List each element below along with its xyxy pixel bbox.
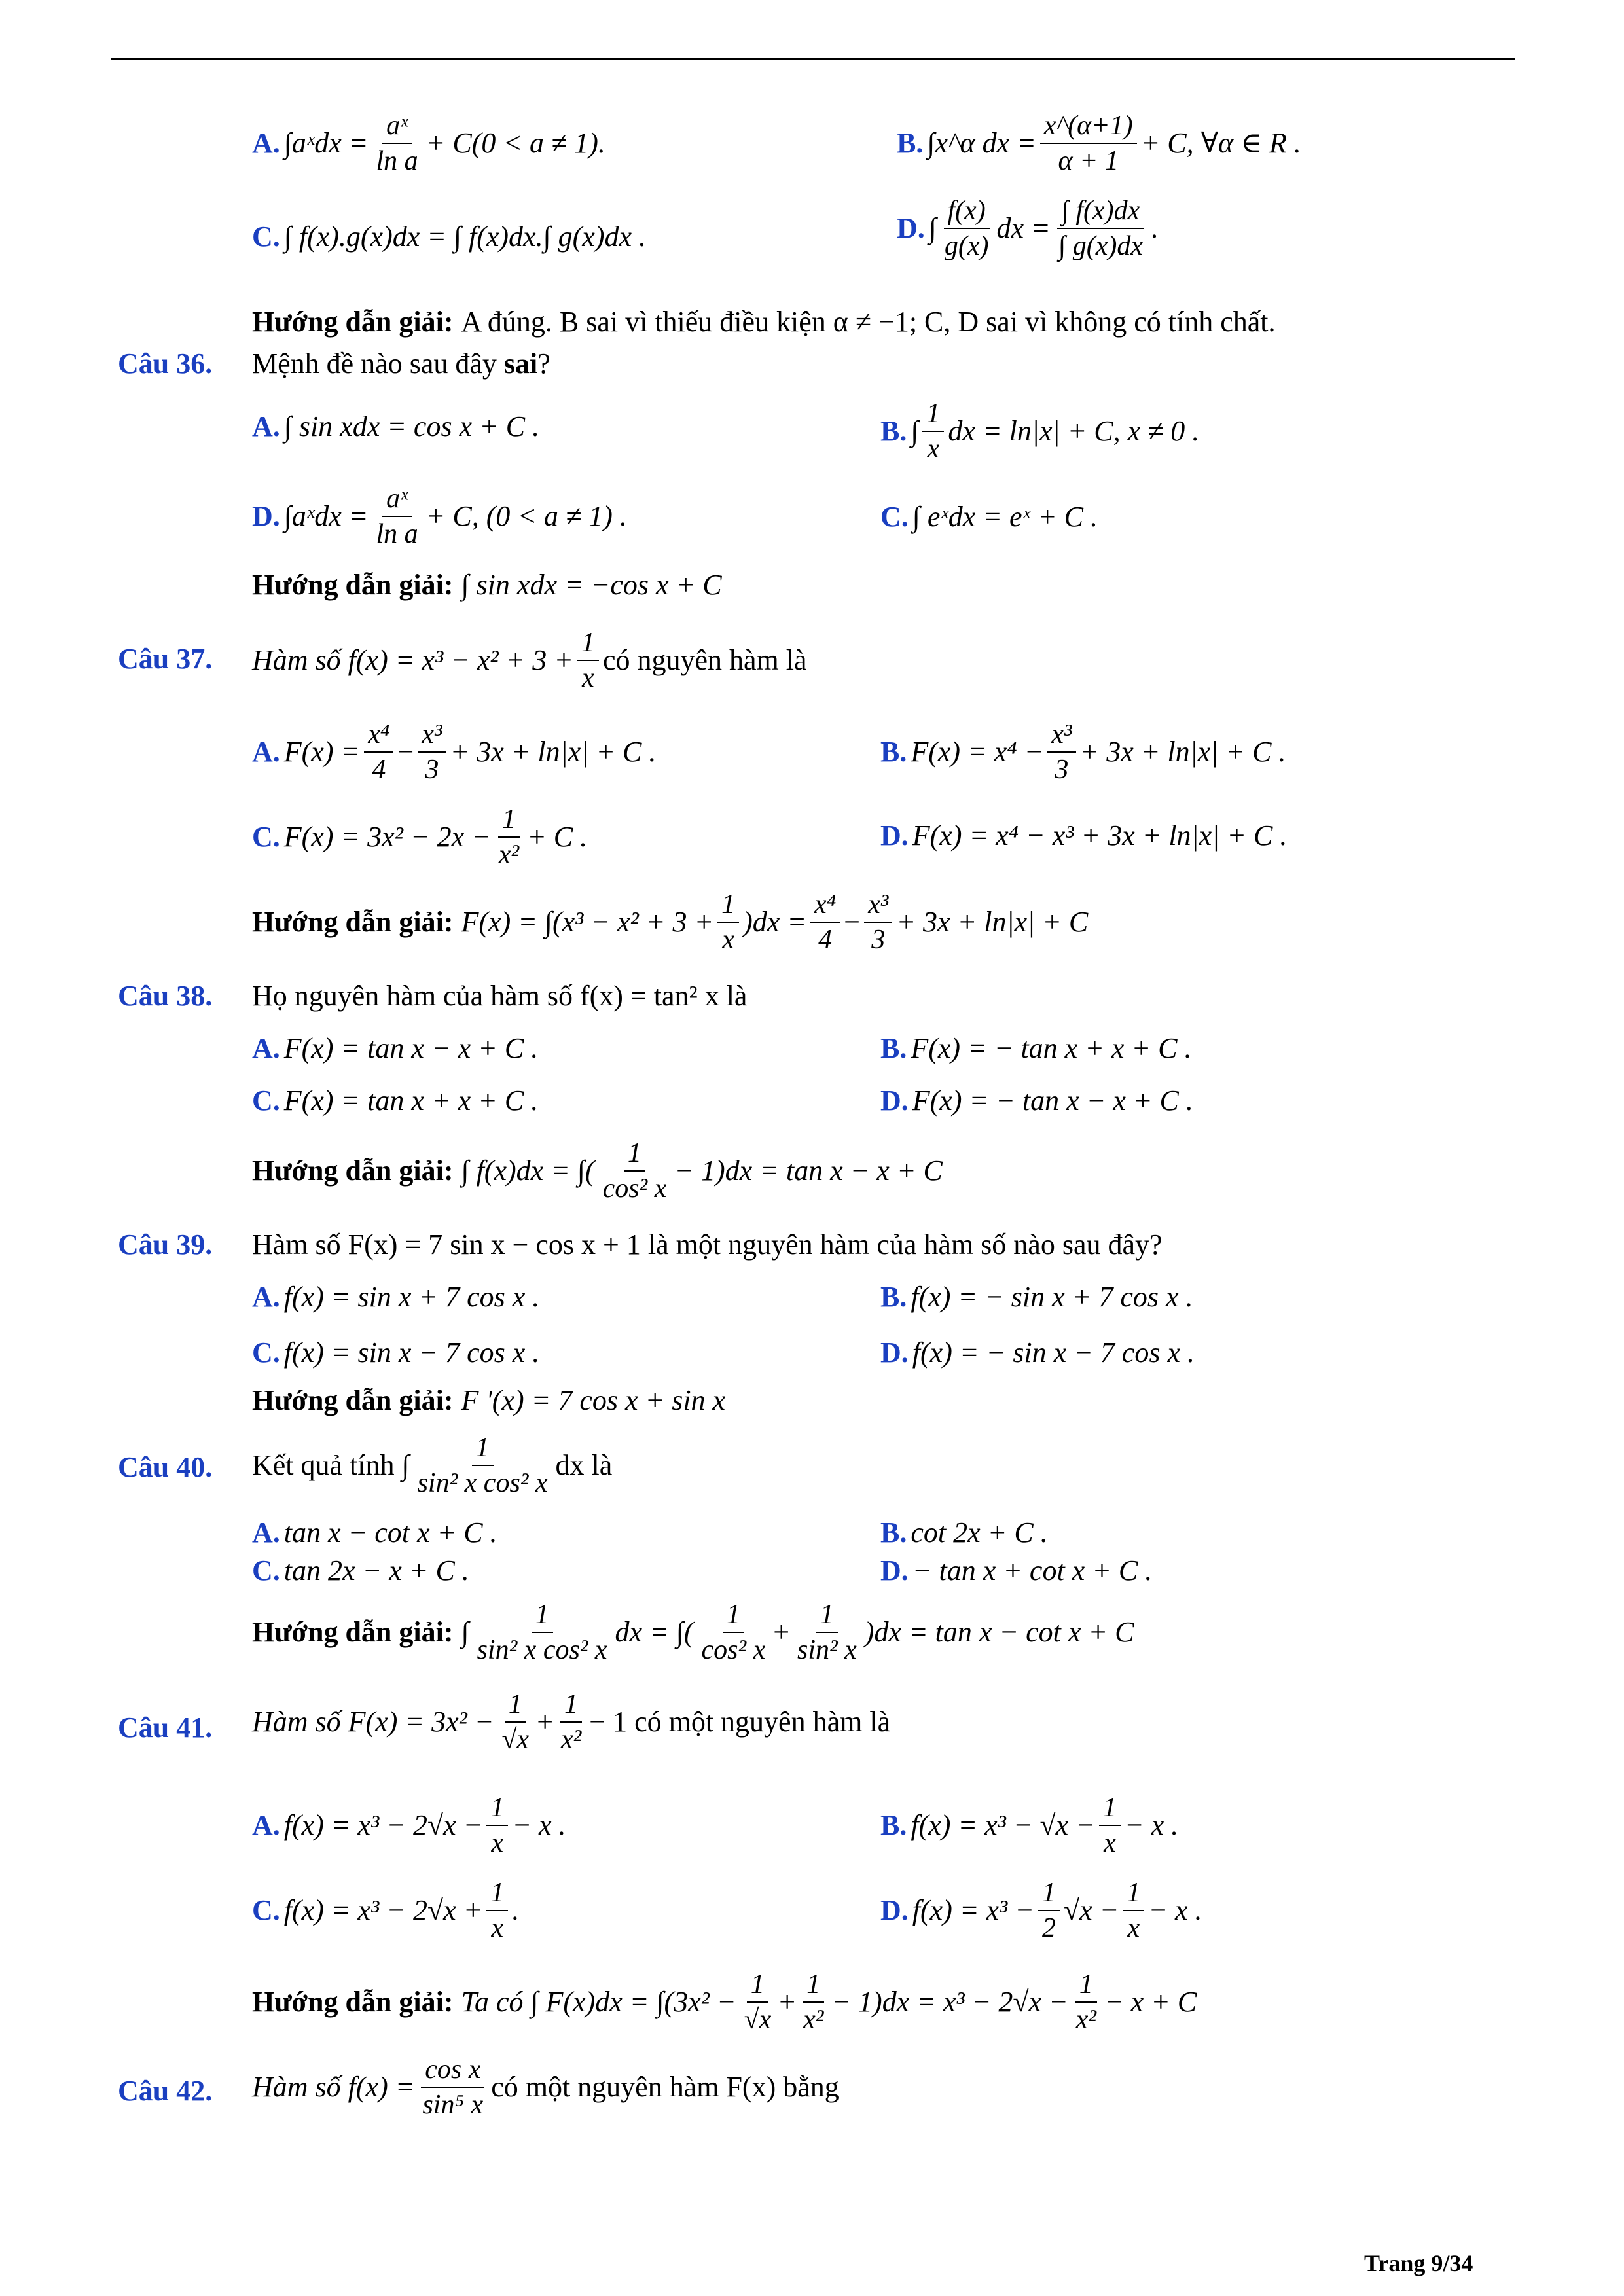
formula-text: tan x − cot x + C . — [283, 1516, 497, 1549]
denominator: 4 — [372, 755, 386, 785]
fraction — [864, 890, 892, 954]
hint-heading: Hướng dẫn giải: — [252, 569, 454, 601]
fraction — [1040, 111, 1137, 175]
q40-option-a — [252, 1518, 497, 1547]
fraction — [486, 1793, 508, 1857]
denominator: x — [491, 1828, 504, 1859]
denominator: sin² x cos² x — [477, 1635, 607, 1666]
q36-option-c — [880, 503, 1098, 531]
fraction — [1038, 1878, 1060, 1943]
formula-text: ∫ — [461, 1616, 469, 1649]
formula-text: + C, (0 < a ≠ 1) . — [425, 500, 627, 533]
formula-text: + C, ∀α ∈ R . — [1140, 127, 1301, 160]
question-number: Câu 40. — [118, 1451, 213, 1483]
denominator: x — [1127, 1913, 1140, 1944]
formula-text: f(x) = − sin x + 7 cos x . — [911, 1281, 1193, 1313]
option-label: A. — [252, 1809, 280, 1842]
formula-text: ∫ — [911, 415, 919, 448]
q37-option-a: A. F(x) = $\frac{\text{x⁴}}{4}$ − $\frac{\text{x³}}{3}$ + 3x + ln|x| + C . — [252, 719, 657, 785]
formula-text: ∫ f(x)dx = ∫( — [461, 1155, 595, 1187]
numerator: 1 — [1123, 1878, 1144, 1911]
stem-text: − 1 có một nguyên hàm là — [589, 1706, 891, 1738]
option-label: C. — [880, 501, 909, 533]
formula-text: − tan x + cot x + C . — [912, 1554, 1153, 1587]
q37-hint: Hướng dẫn giải: F(x) = ∫(x³ − x² + 3 + $\frac{1}{x}$ )dx = $\frac{\text{x⁴}}{4}$ − $\frac{\text{x³}}{3}$ + 3x + ln|x| + C — [252, 889, 1089, 956]
formula-text: F(x) = x⁴ − — [911, 736, 1044, 768]
denominator: x² — [803, 2005, 824, 2036]
formula-text: F(x) = − tan x − x + C . — [912, 1085, 1193, 1117]
q38-hint — [252, 1139, 943, 1203]
operator: + — [537, 1706, 554, 1738]
fraction — [1123, 1878, 1144, 1943]
numerator: 1 — [472, 1433, 494, 1466]
fraction — [922, 399, 944, 463]
question-number: Câu 42. — [118, 2075, 213, 2107]
option-label: D. — [897, 212, 925, 245]
stem-text: Hàm số F(x) = 3x² − — [252, 1706, 494, 1738]
denominator: x — [582, 663, 594, 694]
q35-option-b — [897, 111, 1301, 175]
formula-text: f(x) = − sin x − 7 cos x . — [912, 1336, 1195, 1369]
option-label: A. — [252, 736, 280, 768]
denominator: √x — [744, 2005, 772, 2036]
option-label: D. — [880, 1554, 909, 1587]
option-label: D. — [880, 1085, 909, 1117]
formula-text: f(x) = x³ − 2√x + — [283, 1894, 483, 1927]
hint-text: ∫ sin xdx = −cos x + C — [461, 569, 722, 601]
denominator: ln a — [376, 146, 418, 177]
q41-option-d — [880, 1878, 1202, 1943]
stem-text: có một nguyên hàm F(x) bằng — [491, 2071, 839, 2104]
q39-hint — [252, 1386, 725, 1415]
option-label: C. — [252, 1894, 280, 1927]
fraction — [740, 1970, 776, 2034]
option-label: A. — [252, 1516, 280, 1549]
fraction — [1047, 720, 1075, 784]
question-stem — [252, 628, 807, 692]
option-label: C. — [252, 821, 280, 853]
formula-text: dx = ln|x| + C, x ≠ 0 . — [948, 415, 1200, 448]
denominator: cos² x — [602, 1174, 667, 1204]
q37-option-c — [252, 805, 587, 869]
option-label: C. — [252, 221, 280, 253]
denominator: x² — [1075, 2005, 1096, 2036]
formula-text: ∫ eˣdx = eˣ + C . — [912, 501, 1098, 533]
q40-option-c — [252, 1556, 469, 1585]
formula-text: f(x) = sin x − 7 cos x . — [283, 1336, 540, 1369]
denominator: 3 — [425, 755, 439, 785]
formula-text: F(x) = − tan x + x + C . — [911, 1032, 1192, 1064]
question-number: Câu 36. — [118, 348, 213, 380]
q37-option-d — [880, 821, 1287, 850]
numerator: 1 — [498, 805, 520, 838]
q40-option-d — [880, 1556, 1152, 1585]
option-label: D. — [252, 500, 280, 533]
stem-text: Kết quả tính ∫ — [252, 1449, 410, 1482]
formula-text: − 1)dx = x³ − 2√x − — [831, 1986, 1068, 2018]
question-number: Câu 41. — [118, 1712, 213, 1744]
formula-text: F(x) = — [283, 736, 361, 768]
hint-heading: Hướng dẫn giải: — [252, 1155, 454, 1187]
fraction — [793, 1600, 861, 1664]
stem-text: Hàm số f(x) = x³ − x² + 3 + — [252, 644, 573, 677]
numerator: 1 — [532, 1600, 553, 1633]
numerator: x⁴ — [810, 890, 840, 923]
q38-option-c — [252, 1086, 538, 1115]
numerator: x³ — [864, 890, 892, 923]
denominator: x — [722, 925, 734, 956]
q38-option-b — [880, 1034, 1191, 1063]
formula-text: f(x) = x³ − — [912, 1894, 1034, 1927]
stem-text: Mệnh đề nào sau đây — [252, 348, 497, 380]
numerator: 1 — [486, 1793, 508, 1826]
fraction — [599, 1139, 671, 1203]
denominator: 4 — [818, 925, 833, 956]
q40-hint — [252, 1600, 1134, 1664]
hint-heading: Hướng dẫn giải: — [252, 306, 454, 338]
option-label: C. — [252, 1554, 280, 1587]
formula-text: . — [1150, 212, 1158, 245]
fraction — [498, 1690, 533, 1754]
denominator: cos² x — [701, 1635, 766, 1666]
stem-text: Hàm số F(x) = 7 sin x − cos x + 1 là một nguyên hàm của hàm số nào sau đây? — [252, 1229, 1163, 1261]
option-label: B. — [880, 1281, 907, 1313]
formula-text: + 3x + ln|x| + C . — [1079, 736, 1286, 768]
denominator: 3 — [871, 925, 886, 956]
fraction — [414, 1433, 552, 1498]
q41-option-b — [880, 1793, 1178, 1857]
fraction — [1055, 196, 1147, 260]
question-number: Câu 37. — [118, 643, 213, 675]
formula-text: F(x) = 3x² − 2x − — [283, 821, 491, 853]
formula-text: ∫aˣdx = — [283, 127, 369, 160]
option-label: B. — [880, 736, 907, 768]
stem-text: có nguyên hàm là — [602, 644, 807, 677]
formula-text: f(x) = x³ − √x − — [911, 1809, 1095, 1842]
hint-text: A đúng. B sai vì thiếu điều kiện α ≠ −1; C, D sai vì không có tính chất. — [461, 306, 1276, 338]
denominator: ln a — [376, 519, 418, 550]
fraction — [1099, 1793, 1121, 1857]
numerator: 1 — [803, 1970, 824, 2003]
fraction — [486, 1878, 508, 1943]
formula-text: − x . — [1148, 1894, 1202, 1927]
q38-option-d — [880, 1086, 1193, 1115]
formula-text: √x − — [1063, 1894, 1119, 1927]
numerator: f(x) — [944, 196, 990, 229]
denominator: x — [927, 434, 940, 465]
page-number: Trang 9/34 — [1364, 2250, 1473, 2276]
numerator: aˣ — [382, 484, 412, 517]
numerator: 1 — [560, 1690, 582, 1723]
formula-text: F(x) = ∫(x³ − x² + 3 + — [461, 906, 714, 939]
option-label: B. — [897, 127, 924, 160]
option-label: A. — [252, 127, 280, 160]
formula-text: + 3x + ln|x| + C — [896, 906, 1089, 939]
numerator: 1 — [1075, 1970, 1097, 2003]
formula-text: ∫ f(x).g(x)dx = ∫ f(x)dx.∫ g(x)dx . — [283, 221, 647, 253]
denominator: 2 — [1041, 1913, 1056, 1944]
q41-option-c — [252, 1878, 519, 1943]
hint-heading: Hướng dẫn giải: — [252, 1384, 454, 1416]
numerator: x^(α+1) — [1040, 111, 1137, 144]
hint-heading: Hướng dẫn giải: — [252, 906, 454, 939]
fraction — [372, 484, 422, 548]
numerator: 1 — [922, 399, 944, 432]
hint-heading: Hướng dẫn giải: — [252, 1986, 454, 2018]
option-label: A. — [252, 1032, 280, 1064]
q39-option-c — [252, 1338, 539, 1367]
formula-text: ∫aˣdx = — [283, 500, 369, 533]
fraction — [1072, 1970, 1100, 2034]
formula-text: − x . — [1124, 1809, 1179, 1842]
numerator: x⁴ — [364, 720, 393, 753]
formula-text: − x . — [512, 1809, 566, 1842]
option-label: D. — [880, 1336, 909, 1369]
numerator: 1 — [505, 1690, 526, 1723]
numerator: 1 — [816, 1600, 838, 1633]
operator: + — [779, 1986, 796, 2018]
numerator: cos x — [421, 2055, 484, 2088]
formula-text: F '(x) = 7 cos x + sin x — [461, 1384, 726, 1416]
numerator: x³ — [418, 720, 446, 753]
question-stem — [252, 982, 747, 1011]
question-stem — [252, 350, 550, 378]
denominator: ∫ g(x)dx — [1058, 231, 1143, 262]
option-label: D. — [880, 819, 909, 852]
fraction — [697, 1600, 769, 1664]
formula-text: ∫ — [928, 212, 937, 245]
question-stem — [252, 1433, 612, 1498]
q35-option-c — [252, 223, 646, 251]
q36-option-a — [252, 412, 539, 441]
numerator: ∫ f(x)dx — [1057, 196, 1144, 229]
numerator: 1 — [486, 1878, 508, 1911]
numerator: 1 — [577, 628, 599, 661]
hint-heading: Hướng dẫn giải: — [252, 1616, 454, 1649]
question-number: Câu 38. — [118, 980, 213, 1012]
formula-text: f(x) = x³ − 2√x − — [283, 1809, 483, 1842]
formula-text: dx = — [996, 212, 1051, 245]
numerator: 1 — [1038, 1878, 1060, 1911]
q35-option-d — [897, 196, 1158, 260]
numerator: x³ — [1047, 720, 1075, 753]
denominator: sin⁵ x — [422, 2090, 484, 2121]
formula-text: Ta có ∫ F(x)dx = ∫(3x² − — [461, 1986, 736, 2018]
denominator: sin² x cos² x — [417, 1468, 548, 1499]
denominator: √x — [501, 1725, 530, 1755]
option-label: B. — [880, 1809, 907, 1842]
denominator: x² — [561, 1725, 582, 1755]
question-stem — [252, 2055, 839, 2119]
numerator: 1 — [1099, 1793, 1121, 1826]
stem-text: Hàm số f(x) = — [252, 2071, 415, 2104]
fraction — [557, 1690, 585, 1754]
formula-text: − 1)dx = tan x − x + C — [674, 1155, 943, 1187]
fraction — [372, 111, 422, 175]
option-label: B. — [880, 415, 907, 448]
q39-option-a — [252, 1283, 539, 1312]
q36-option-d — [252, 484, 627, 548]
fraction — [473, 1600, 611, 1664]
option-label: B. — [880, 1032, 907, 1064]
fraction — [418, 720, 446, 784]
denominator: g(x) — [944, 231, 989, 262]
numerator: 1 — [723, 1600, 744, 1633]
q38-option-a — [252, 1034, 538, 1063]
formula-text: − x + C — [1104, 1986, 1197, 2018]
fraction — [577, 628, 599, 692]
q40-option-b — [880, 1518, 1048, 1547]
formula-text: f(x) = sin x + 7 cos x . — [283, 1281, 540, 1313]
formula-text: + C(0 < a ≠ 1). — [425, 127, 605, 160]
formula-text: F(x) = tan x + x + C . — [283, 1085, 539, 1117]
numerator: 1 — [624, 1139, 645, 1172]
formula-text: F(x) = tan x − x + C . — [283, 1032, 539, 1064]
formula-text: . — [512, 1894, 520, 1927]
fraction — [810, 890, 840, 954]
question-number: Câu 39. — [118, 1229, 213, 1261]
formula-text: F(x) = x⁴ − x³ + 3x + ln|x| + C . — [912, 819, 1288, 852]
q35-option-a — [252, 111, 605, 175]
stem-end: ? — [537, 348, 550, 380]
formula-text: )dx = tan x − cot x + C — [864, 1616, 1134, 1649]
stem-text: Họ nguyên hàm của hàm số f(x) = tan² x là — [252, 980, 748, 1012]
fraction — [717, 890, 739, 954]
q35-hint — [252, 308, 1276, 336]
stem-text: dx là — [555, 1449, 613, 1482]
numerator: aˣ — [382, 111, 412, 144]
stem-emphasis: sai — [503, 348, 538, 380]
numerator: 1 — [717, 890, 739, 923]
operator: + — [773, 1616, 790, 1649]
denominator: x — [1104, 1828, 1116, 1859]
q41-option-a — [252, 1793, 566, 1857]
formula-text: tan 2x − x + C . — [283, 1554, 469, 1587]
formula-text: )dx = — [743, 906, 807, 939]
option-label: D. — [880, 1894, 909, 1927]
option-label: A. — [252, 1281, 280, 1313]
header-rule — [111, 58, 1515, 60]
formula-text: ∫x^α dx = — [927, 127, 1036, 160]
question-stem — [252, 1690, 890, 1754]
formula-text: + C . — [527, 821, 588, 853]
option-label: C. — [252, 1085, 280, 1117]
numerator: 1 — [747, 1970, 768, 2003]
option-label: A. — [252, 410, 280, 442]
denominator: x² — [498, 840, 520, 870]
denominator: α + 1 — [1058, 146, 1119, 177]
fraction — [941, 196, 993, 260]
fraction — [418, 2055, 487, 2119]
formula-text: ∫ sin xdx = cos x + C . — [283, 410, 540, 442]
option-label: B. — [880, 1516, 907, 1549]
q41-hint — [252, 1970, 1197, 2034]
denominator: 3 — [1055, 755, 1069, 785]
question-stem — [252, 1230, 1163, 1259]
fraction — [799, 1970, 827, 2034]
q36-hint — [252, 571, 722, 600]
fraction — [495, 805, 523, 869]
formula-text: cot 2x + C . — [911, 1516, 1048, 1549]
denominator: x — [491, 1913, 504, 1944]
formula-text: dx = ∫( — [615, 1616, 694, 1649]
q39-option-d — [880, 1338, 1195, 1367]
option-label: C. — [252, 1336, 280, 1369]
denominator: sin² x — [797, 1635, 857, 1666]
q39-option-b — [880, 1283, 1193, 1312]
q36-option-b — [880, 399, 1199, 463]
formula-text: + 3x + ln|x| + C . — [450, 736, 657, 768]
q37-option-b — [880, 720, 1286, 784]
fraction — [364, 720, 393, 784]
